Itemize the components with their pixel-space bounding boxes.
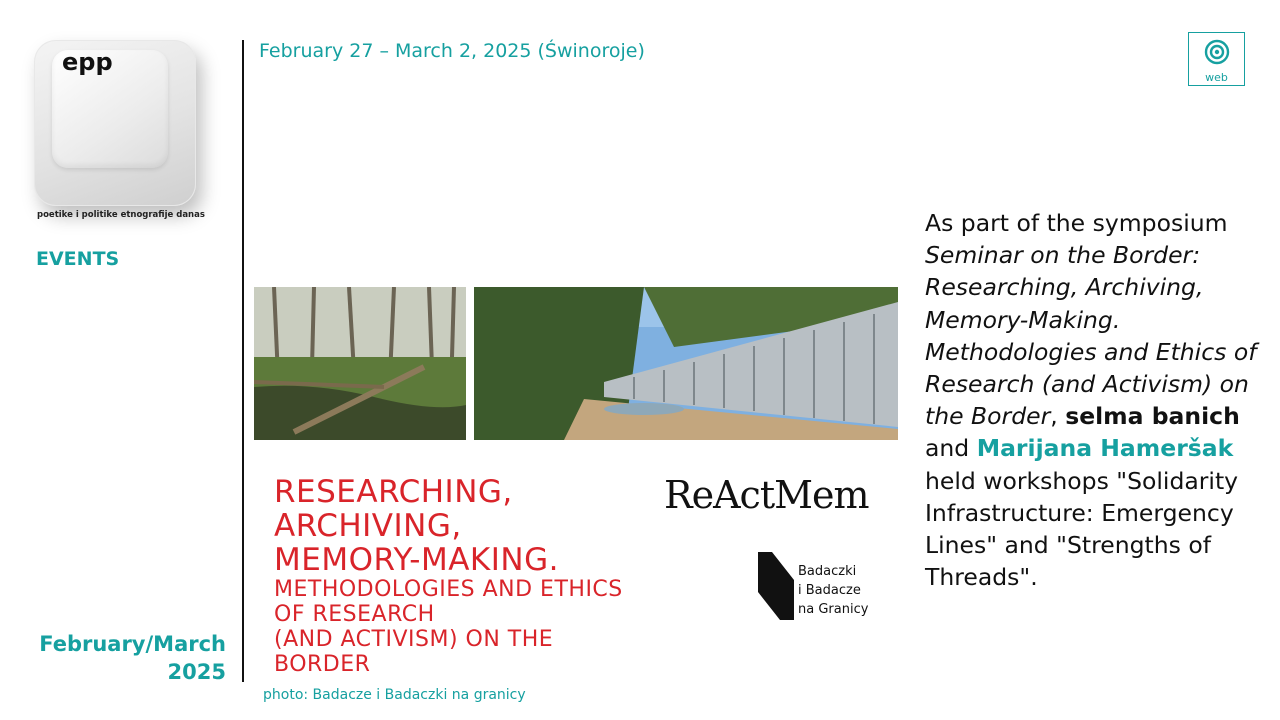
keycap-image xyxy=(34,40,196,206)
reactmem-logo: ReActMem xyxy=(664,473,869,517)
desc-and: and xyxy=(925,434,977,463)
logo-tagline: poetike i politike etnografije danas xyxy=(37,210,205,220)
poster-subtitle-line: BORDER xyxy=(274,652,371,677)
poster-title-line: ARCHIVING, xyxy=(274,508,462,544)
event-date: February 27 – March 2, 2025 (Świnoroje) xyxy=(259,40,645,62)
date-label: February/March 2025 xyxy=(39,632,226,684)
poster-image xyxy=(254,287,898,687)
badaczki-logo xyxy=(758,552,869,624)
poster-title-line: MEMORY-MAKING. xyxy=(274,542,559,578)
badaczki-line: i Badacze xyxy=(798,583,861,598)
desc-intro: As part of the symposium xyxy=(925,209,1228,237)
poster-subtitle-line: OF RESEARCH xyxy=(274,602,435,627)
logo-text: epp xyxy=(62,48,113,76)
poster-title xyxy=(274,475,623,677)
badaczki-line: na Granicy xyxy=(798,602,869,617)
poster-subtitle-line: METHODOLOGIES AND ETHICS xyxy=(274,577,623,602)
person-name-link[interactable]: Marijana Hameršak xyxy=(976,434,1234,463)
web-button[interactable] xyxy=(1188,32,1245,86)
border-fence-photo xyxy=(474,287,898,440)
target-icon xyxy=(1204,39,1230,65)
desc-rest: held workshops "Solidarity Infrastructure: Emergency Lines" and "Strengths of Threads". xyxy=(925,466,1239,592)
section-title: EVENTS xyxy=(36,248,120,270)
poster-subtitle-line: (AND ACTIVISM) ON THE xyxy=(274,627,554,652)
badaczki-line: Badaczki xyxy=(798,564,857,579)
photo-caption: photo: Badacze i Badaczki na granicy xyxy=(263,687,526,703)
badaczki-logo-mark xyxy=(758,552,794,620)
desc-comma: , xyxy=(1050,402,1058,431)
forest-photo xyxy=(254,287,466,440)
poster-title-line: RESEARCHING, xyxy=(274,474,513,510)
epp-logo xyxy=(20,30,220,230)
event-description xyxy=(925,207,1265,593)
divider xyxy=(242,40,244,682)
seminar-title: Seminar on the Border: Researching, Archiving, Memory-Making. Methodologies and Ethics of Research (and Activism) on the Border xyxy=(925,241,1257,431)
web-label: web xyxy=(1205,71,1228,84)
person-name: selma banich xyxy=(1065,402,1240,431)
